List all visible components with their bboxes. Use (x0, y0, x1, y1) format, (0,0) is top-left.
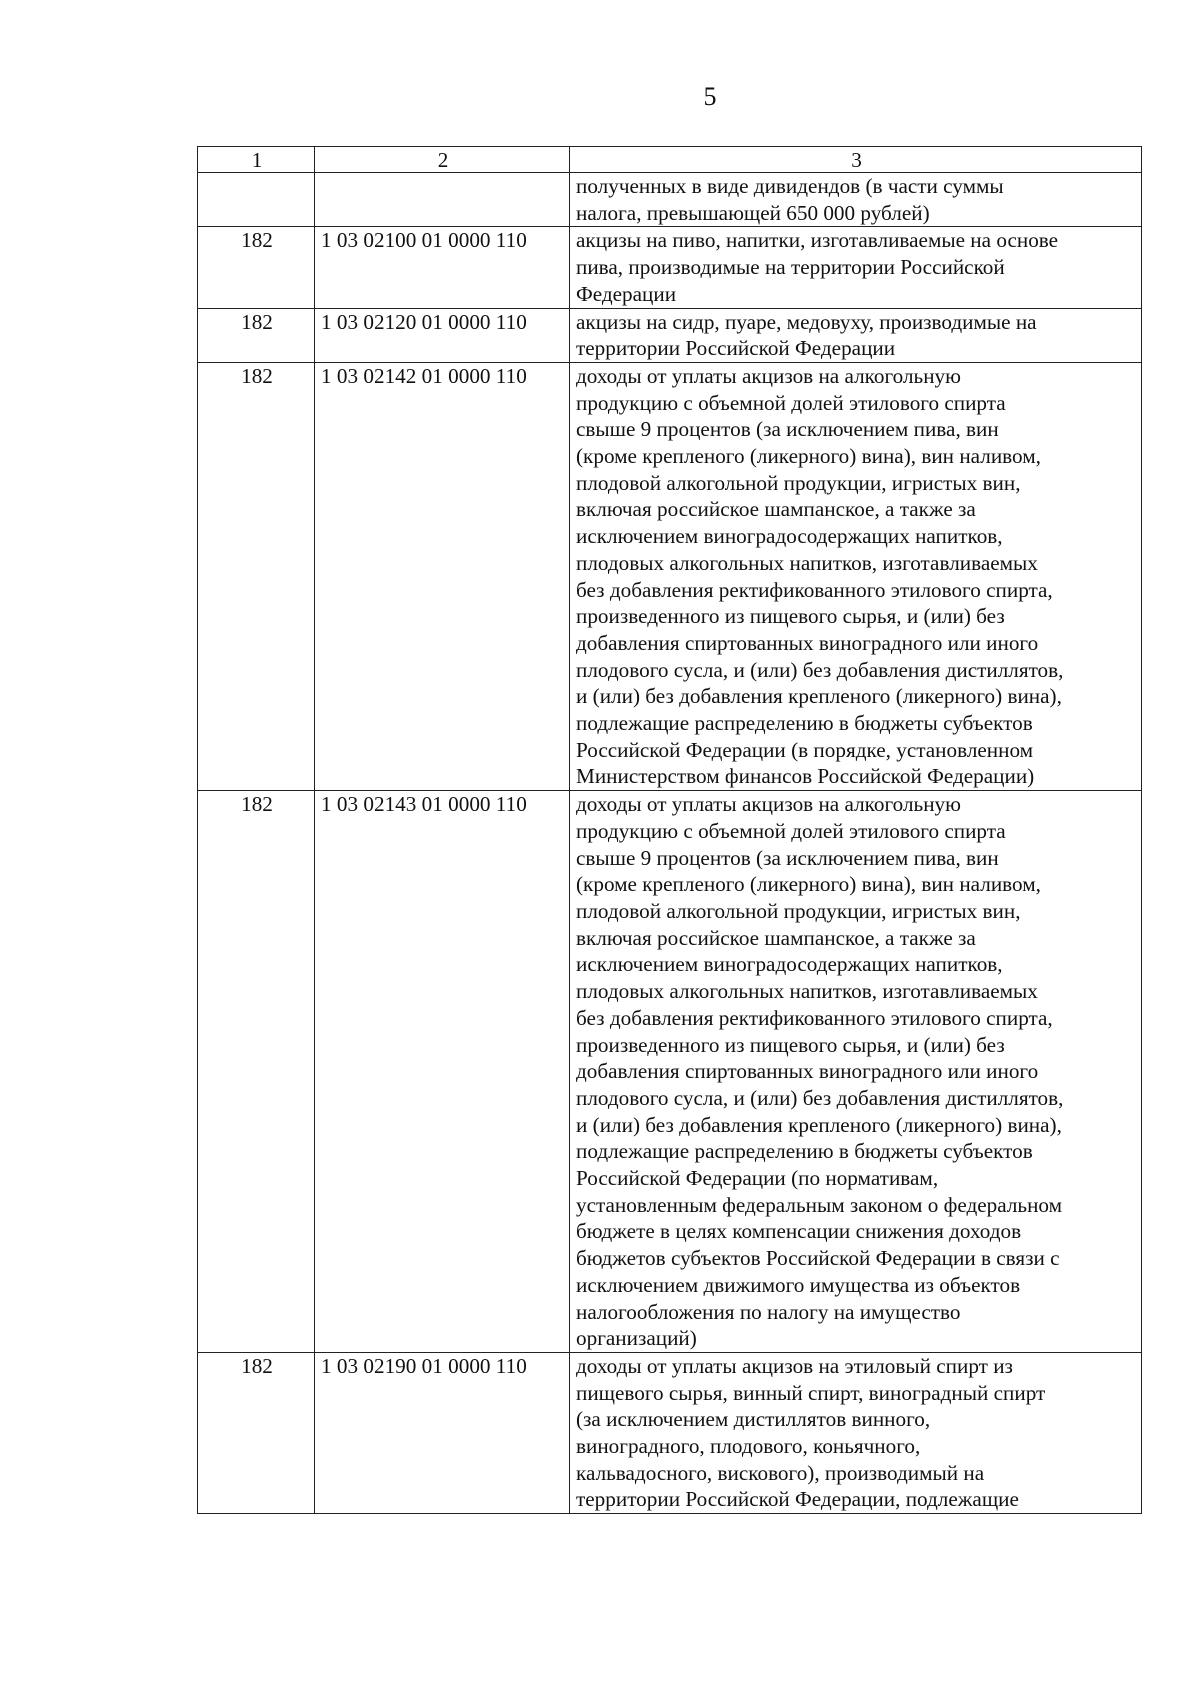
table-row (198, 173, 1142, 227)
description-line: бюджетов субъектов Российской Федерации в связи с (576, 1246, 1060, 1271)
description-line: без добавления ректификованного этилового спирта, (576, 1005, 1053, 1030)
description-line: плодового сусла, и (или) без добавления дистиллятов, (576, 1085, 1064, 1110)
description-line: добавления спиртованных виноградного или иного (576, 630, 1039, 655)
description-line: исключением движимого имущества из объектов (576, 1272, 1021, 1297)
kbk-code-cell: 1 03 02143 01 0000 110 (315, 791, 570, 1353)
description-line: акцизы на пиво, напитки, изготавливаемые на основе (576, 228, 1059, 253)
kbk-code-cell: 1 03 02120 01 0000 110 (315, 308, 570, 362)
description-line: акцизы на сидр, пуаре, медовуху, производимые на (576, 309, 1037, 334)
table-body (198, 173, 1142, 1514)
description-line: установленным федеральным законом о федеральном (576, 1192, 1063, 1217)
description-line: и (или) без добавления крепленого (ликерного) вина), (576, 684, 1062, 709)
description-line: плодового сусла, и (или) без добавления дистиллятов, (576, 657, 1064, 682)
description-line: кальвадосного, вискового), производимый на (576, 1460, 985, 1485)
table-row (198, 1352, 1142, 1513)
description-line: произведенного из пищевого сырья, и (или) без (576, 604, 1005, 629)
description-line: полученных в виде дивидендов (в части суммы (576, 174, 1004, 198)
table-row (198, 227, 1142, 308)
description-line: Российской Федерации (в порядке, установленном (576, 737, 1034, 762)
admin-code-cell: 182 (198, 227, 315, 308)
description-line: пива, производимые на территории Российской (576, 255, 1005, 280)
description-line: бюджете в целях компенсации снижения доходов (576, 1219, 1022, 1244)
description-line: включая российское шампанское, а также за (576, 925, 976, 950)
table-row (198, 791, 1142, 1353)
kbk-code-cell (315, 173, 570, 227)
description-line: подлежащие распределению в бюджеты субъектов (576, 1139, 1033, 1164)
description-line: и (или) без добавления крепленого (ликерного) вина), (576, 1112, 1062, 1137)
description-line: свыше 9 процентов (за исключением пива, вин (576, 417, 999, 442)
description-line: добавления спиртованных виноградного или иного (576, 1059, 1039, 1084)
description-line: Российской Федерации (по нормативам, (576, 1166, 939, 1191)
page-number: 5 (703, 82, 717, 111)
table-row (198, 362, 1142, 790)
admin-code-cell: 182 (198, 362, 315, 790)
table-header-row (198, 147, 1142, 173)
description-line: доходы от уплаты акцизов на алкогольную (576, 792, 961, 817)
description-line: (кроме крепленого (ликерного) вина), вин наливом, (576, 872, 1041, 897)
description-cell (570, 362, 1142, 790)
description-line: плодовых алкогольных напитков, изготавливаемых (576, 979, 1038, 1004)
column-header-1: 1 (198, 147, 315, 173)
description-line: продукцию с объемной долей этилового спирта (576, 390, 1006, 415)
description-line: плодовой алкогольной продукции, игристых вин, (576, 470, 1021, 495)
description-line: без добавления ректификованного этилового спирта, (576, 577, 1053, 602)
column-header-3: 3 (570, 147, 1142, 173)
description-line: виноградного, плодового, коньячного, (576, 1434, 921, 1459)
description-line: пищевого сырья, винный спирт, виноградный спирт (576, 1380, 1046, 1405)
description-line: плодовых алкогольных напитков, изготавливаемых (576, 550, 1038, 575)
kbk-code-cell: 1 03 02190 01 0000 110 (315, 1352, 570, 1513)
description-line: произведенного из пищевого сырья, и (или) без (576, 1032, 1005, 1057)
description-cell (570, 308, 1142, 362)
description-cell (570, 791, 1142, 1353)
description-line: включая российское шампанское, а также за (576, 497, 976, 522)
admin-code-cell: 182 (198, 1352, 315, 1513)
description-line: доходы от уплаты акцизов на этиловый спирт из (576, 1353, 1013, 1378)
description-cell (570, 227, 1142, 308)
admin-code-cell (198, 173, 315, 227)
revenue-table (197, 146, 1142, 1514)
kbk-code-cell: 1 03 02100 01 0000 110 (315, 227, 570, 308)
description-line: доходы от уплаты акцизов на алкогольную (576, 363, 961, 388)
description-line: налога, превышающей 650 000 рублей) (576, 200, 930, 225)
kbk-code-cell: 1 03 02142 01 0000 110 (315, 362, 570, 790)
description-line: территории Российской Федерации, подлежащие (576, 1487, 1019, 1512)
description-line: территории Российской Федерации (576, 336, 896, 361)
description-line: продукцию с объемной долей этилового спирта (576, 818, 1006, 843)
description-line: налогообложения по налогу на имущество (576, 1299, 961, 1324)
description-line: организаций) (576, 1326, 697, 1351)
description-line: исключением виноградосодержащих напитков, (576, 952, 1003, 977)
description-line: исключением виноградосодержащих напитков, (576, 524, 1003, 549)
description-line: Министерством финансов Российской Федерации) (576, 764, 1035, 789)
admin-code-cell: 182 (198, 791, 315, 1353)
description-cell (570, 173, 1142, 227)
column-header-2: 2 (315, 147, 570, 173)
description-line: (кроме крепленого (ликерного) вина), вин наливом, (576, 444, 1041, 469)
description-cell (570, 1352, 1142, 1513)
description-line: плодовой алкогольной продукции, игристых вин, (576, 898, 1021, 923)
admin-code-cell: 182 (198, 308, 315, 362)
description-line: Федерации (576, 281, 677, 306)
description-line: свыше 9 процентов (за исключением пива, вин (576, 845, 999, 870)
description-line: подлежащие распределению в бюджеты субъектов (576, 711, 1033, 736)
description-line: (за исключением дистиллятов винного, (576, 1407, 931, 1432)
table-row (198, 308, 1142, 362)
